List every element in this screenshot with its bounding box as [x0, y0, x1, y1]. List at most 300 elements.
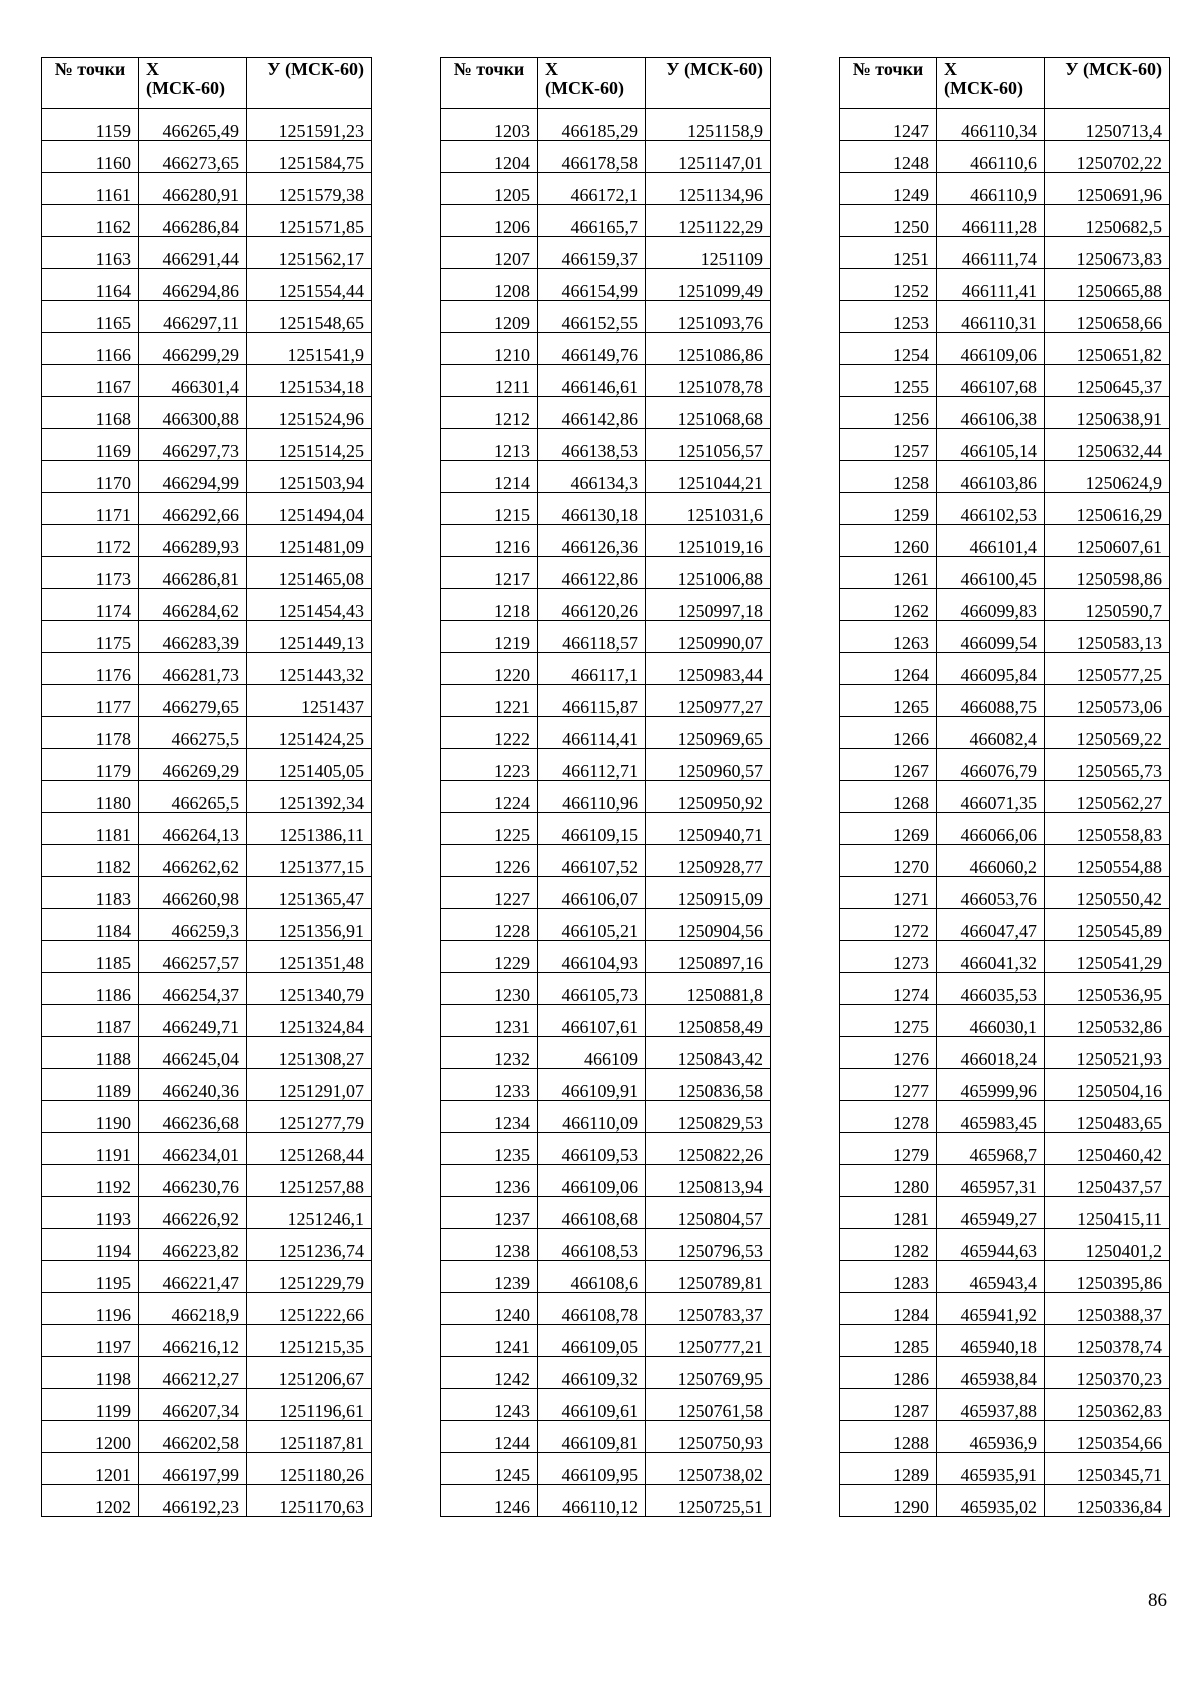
point-number-cell: 1164 — [42, 269, 139, 301]
x-coordinate-cell: 466066,06 — [937, 813, 1045, 845]
point-number-cell: 1256 — [840, 397, 937, 429]
point-number-cell: 1193 — [42, 1197, 139, 1229]
point-number-cell: 1220 — [441, 653, 538, 685]
table-row — [42, 1005, 372, 1037]
x-coordinate-cell: 465937,88 — [937, 1389, 1045, 1421]
x-coordinate-cell: 466297,73 — [139, 429, 247, 461]
table-row — [42, 525, 372, 557]
point-number-cell: 1187 — [42, 1005, 139, 1037]
x-coordinate-cell: 466138,53 — [538, 429, 646, 461]
point-number-cell: 1280 — [840, 1165, 937, 1197]
table-row — [42, 1389, 372, 1421]
y-coordinate-cell: 1250521,93 — [1045, 1037, 1170, 1069]
point-number-cell: 1258 — [840, 461, 937, 493]
point-number-cell: 1248 — [840, 141, 937, 173]
table-row — [42, 1101, 372, 1133]
point-number-cell: 1275 — [840, 1005, 937, 1037]
table-row — [840, 173, 1170, 205]
y-coordinate-cell: 1251093,76 — [646, 301, 771, 333]
table-row — [42, 685, 372, 717]
y-coordinate-cell: 1251222,66 — [247, 1293, 372, 1325]
table-row — [42, 141, 372, 173]
y-coordinate-cell: 1250904,56 — [646, 909, 771, 941]
x-coordinate-cell: 466109,95 — [538, 1453, 646, 1485]
y-coordinate-cell: 1250702,22 — [1045, 141, 1170, 173]
x-coordinate-cell: 466223,82 — [139, 1229, 247, 1261]
point-number-cell: 1191 — [42, 1133, 139, 1165]
point-number-cell: 1222 — [441, 717, 538, 749]
point-number-cell: 1282 — [840, 1229, 937, 1261]
x-coordinate-cell: 466106,38 — [937, 397, 1045, 429]
y-coordinate-cell: 1251591,23 — [247, 109, 372, 141]
point-number-cell: 1272 — [840, 909, 937, 941]
table-row — [840, 1325, 1170, 1357]
point-number-cell: 1184 — [42, 909, 139, 941]
page-number: 86 — [1148, 1590, 1167, 1611]
x-coordinate-cell: 466249,71 — [139, 1005, 247, 1037]
x-coordinate-cell: 466109,81 — [538, 1421, 646, 1453]
table-row — [42, 781, 372, 813]
y-coordinate-cell: 1250725,51 — [646, 1485, 771, 1517]
point-number-cell: 1226 — [441, 845, 538, 877]
y-coordinate-cell: 1250558,83 — [1045, 813, 1170, 845]
table-row — [441, 877, 771, 909]
y-coordinate-cell: 1250370,23 — [1045, 1357, 1170, 1389]
x-coordinate-cell: 466260,98 — [139, 877, 247, 909]
x-coordinate-cell: 466212,27 — [139, 1357, 247, 1389]
y-coordinate-cell: 1251246,1 — [247, 1197, 372, 1229]
x-coordinate-cell: 466301,4 — [139, 365, 247, 397]
x-coordinate-cell: 465968,7 — [937, 1133, 1045, 1165]
table-row — [42, 973, 372, 1005]
y-coordinate-cell: 1250378,74 — [1045, 1325, 1170, 1357]
point-number-cell: 1219 — [441, 621, 538, 653]
point-number-cell: 1260 — [840, 525, 937, 557]
y-coordinate-cell: 1251405,05 — [247, 749, 372, 781]
y-coordinate-cell: 1251187,81 — [247, 1421, 372, 1453]
y-coordinate-cell: 1251562,17 — [247, 237, 372, 269]
point-number-cell: 1225 — [441, 813, 538, 845]
table-row — [42, 845, 372, 877]
y-coordinate-cell: 1251068,68 — [646, 397, 771, 429]
x-coordinate-cell: 466146,61 — [538, 365, 646, 397]
point-number-cell: 1179 — [42, 749, 139, 781]
table-row — [840, 1133, 1170, 1165]
x-coordinate-cell: 466107,52 — [538, 845, 646, 877]
y-coordinate-cell: 1250483,65 — [1045, 1101, 1170, 1133]
table-row — [840, 973, 1170, 1005]
x-coordinate-cell: 466286,84 — [139, 205, 247, 237]
point-number-cell: 1251 — [840, 237, 937, 269]
x-coordinate-cell: 466110,96 — [538, 781, 646, 813]
y-coordinate-cell: 1251134,96 — [646, 173, 771, 205]
table-row — [42, 1197, 372, 1229]
table-row — [840, 781, 1170, 813]
y-coordinate-cell: 1251308,27 — [247, 1037, 372, 1069]
point-number-cell: 1214 — [441, 461, 538, 493]
point-number-cell: 1176 — [42, 653, 139, 685]
table-row — [840, 749, 1170, 781]
table-row — [42, 589, 372, 621]
x-coordinate-cell: 466279,65 — [139, 685, 247, 717]
x-coordinate-cell: 466275,5 — [139, 717, 247, 749]
table-row — [441, 1037, 771, 1069]
table-row — [840, 1421, 1170, 1453]
x-coordinate-cell: 466286,81 — [139, 557, 247, 589]
point-number-cell: 1174 — [42, 589, 139, 621]
y-coordinate-cell: 1251514,25 — [247, 429, 372, 461]
point-number-cell: 1208 — [441, 269, 538, 301]
table-row — [840, 1069, 1170, 1101]
y-coordinate-cell: 1251147,01 — [646, 141, 771, 173]
point-number-cell: 1255 — [840, 365, 937, 397]
point-number-cell: 1239 — [441, 1261, 538, 1293]
y-coordinate-cell: 1250960,57 — [646, 749, 771, 781]
y-coordinate-cell: 1251257,88 — [247, 1165, 372, 1197]
y-coordinate-cell: 1251180,26 — [247, 1453, 372, 1485]
x-coordinate-cell: 466109,91 — [538, 1069, 646, 1101]
point-number-cell: 1245 — [441, 1453, 538, 1485]
y-coordinate-cell: 1250881,8 — [646, 973, 771, 1005]
x-coordinate-cell: 465936,9 — [937, 1421, 1045, 1453]
x-coordinate-cell: 466071,35 — [937, 781, 1045, 813]
point-number-cell: 1165 — [42, 301, 139, 333]
y-coordinate-cell: 1250691,96 — [1045, 173, 1170, 205]
header-point-number: № точки — [42, 58, 139, 109]
table-row — [441, 1005, 771, 1037]
point-number-cell: 1244 — [441, 1421, 538, 1453]
y-coordinate-cell: 1250573,06 — [1045, 685, 1170, 717]
header-point-number: № точки — [441, 58, 538, 109]
x-coordinate-cell: 466126,36 — [538, 525, 646, 557]
table-row — [42, 493, 372, 525]
point-number-cell: 1238 — [441, 1229, 538, 1261]
y-coordinate-cell: 1251386,11 — [247, 813, 372, 845]
x-coordinate-cell: 466130,18 — [538, 493, 646, 525]
table-row — [840, 429, 1170, 461]
x-coordinate-cell: 466273,65 — [139, 141, 247, 173]
point-number-cell: 1196 — [42, 1293, 139, 1325]
table-row — [441, 525, 771, 557]
y-coordinate-cell: 1250532,86 — [1045, 1005, 1170, 1037]
x-coordinate-cell: 465943,4 — [937, 1261, 1045, 1293]
table-row — [441, 365, 771, 397]
y-coordinate-cell: 1250562,27 — [1045, 781, 1170, 813]
x-coordinate-cell: 466109 — [538, 1037, 646, 1069]
table-row — [441, 109, 771, 141]
point-number-cell: 1241 — [441, 1325, 538, 1357]
table-row — [42, 397, 372, 429]
y-coordinate-cell: 1250897,16 — [646, 941, 771, 973]
table-row — [42, 621, 372, 653]
table-row — [840, 269, 1170, 301]
header-x-coordinate: Х (МСК-60) — [139, 58, 247, 109]
y-coordinate-cell: 1250761,58 — [646, 1389, 771, 1421]
point-number-cell: 1178 — [42, 717, 139, 749]
point-number-cell: 1216 — [441, 525, 538, 557]
x-coordinate-cell: 466257,57 — [139, 941, 247, 973]
table-row — [42, 205, 372, 237]
y-coordinate-cell: 1250577,25 — [1045, 653, 1170, 685]
y-coordinate-cell: 1251006,88 — [646, 557, 771, 589]
y-coordinate-cell: 1250804,57 — [646, 1197, 771, 1229]
table-row — [441, 749, 771, 781]
y-coordinate-cell: 1250388,37 — [1045, 1293, 1170, 1325]
point-number-cell: 1237 — [441, 1197, 538, 1229]
table-row — [840, 493, 1170, 525]
y-coordinate-cell: 1250504,16 — [1045, 1069, 1170, 1101]
y-coordinate-cell: 1251481,09 — [247, 525, 372, 557]
x-coordinate-cell: 466115,87 — [538, 685, 646, 717]
x-coordinate-cell: 466103,86 — [937, 461, 1045, 493]
y-coordinate-cell: 1250997,18 — [646, 589, 771, 621]
y-coordinate-cell: 1251424,25 — [247, 717, 372, 749]
table-row — [441, 1165, 771, 1197]
y-coordinate-cell: 1250565,73 — [1045, 749, 1170, 781]
table-row — [42, 1133, 372, 1165]
x-coordinate-cell: 466035,53 — [937, 973, 1045, 1005]
table-row — [441, 685, 771, 717]
point-number-cell: 1254 — [840, 333, 937, 365]
y-coordinate-cell: 1251437 — [247, 685, 372, 717]
point-number-cell: 1183 — [42, 877, 139, 909]
table-row — [441, 301, 771, 333]
y-coordinate-cell: 1250665,88 — [1045, 269, 1170, 301]
point-number-cell: 1243 — [441, 1389, 538, 1421]
x-coordinate-cell: 466110,9 — [937, 173, 1045, 205]
y-coordinate-cell: 1251503,94 — [247, 461, 372, 493]
point-number-cell: 1253 — [840, 301, 937, 333]
x-coordinate-cell: 466095,84 — [937, 653, 1045, 685]
y-coordinate-cell: 1250651,82 — [1045, 333, 1170, 365]
point-number-cell: 1212 — [441, 397, 538, 429]
point-number-cell: 1257 — [840, 429, 937, 461]
y-coordinate-cell: 1250682,5 — [1045, 205, 1170, 237]
table-row — [441, 1197, 771, 1229]
table-row — [840, 205, 1170, 237]
x-coordinate-cell: 466259,3 — [139, 909, 247, 941]
y-coordinate-cell: 1250354,66 — [1045, 1421, 1170, 1453]
table-row — [840, 1357, 1170, 1389]
x-coordinate-cell: 466230,76 — [139, 1165, 247, 1197]
point-number-cell: 1188 — [42, 1037, 139, 1069]
table-row — [441, 813, 771, 845]
table-row — [441, 429, 771, 461]
table-row — [42, 557, 372, 589]
y-coordinate-cell: 1250401,2 — [1045, 1229, 1170, 1261]
point-number-cell: 1232 — [441, 1037, 538, 1069]
point-number-cell: 1235 — [441, 1133, 538, 1165]
y-coordinate-cell: 1250750,93 — [646, 1421, 771, 1453]
x-coordinate-cell: 466108,53 — [538, 1229, 646, 1261]
x-coordinate-cell: 466109,06 — [937, 333, 1045, 365]
point-number-cell: 1287 — [840, 1389, 937, 1421]
x-coordinate-cell: 466265,49 — [139, 109, 247, 141]
y-coordinate-cell: 1250796,53 — [646, 1229, 771, 1261]
y-coordinate-cell: 1251277,79 — [247, 1101, 372, 1133]
y-coordinate-cell: 1250977,27 — [646, 685, 771, 717]
table-row — [42, 1165, 372, 1197]
point-number-cell: 1266 — [840, 717, 937, 749]
point-number-cell: 1281 — [840, 1197, 937, 1229]
table-row — [441, 1325, 771, 1357]
table-row — [840, 1165, 1170, 1197]
x-coordinate-cell: 466082,4 — [937, 717, 1045, 749]
y-coordinate-cell: 1251365,47 — [247, 877, 372, 909]
x-coordinate-cell: 466294,86 — [139, 269, 247, 301]
table-row — [42, 301, 372, 333]
y-coordinate-cell: 1250673,83 — [1045, 237, 1170, 269]
point-number-cell: 1273 — [840, 941, 937, 973]
point-number-cell: 1211 — [441, 365, 538, 397]
x-coordinate-cell: 466236,68 — [139, 1101, 247, 1133]
table-row — [840, 877, 1170, 909]
table-row — [840, 333, 1170, 365]
point-number-cell: 1168 — [42, 397, 139, 429]
y-coordinate-cell: 1250460,42 — [1045, 1133, 1170, 1165]
y-coordinate-cell: 1251229,79 — [247, 1261, 372, 1293]
y-coordinate-cell: 1251291,07 — [247, 1069, 372, 1101]
table-row — [42, 1261, 372, 1293]
point-number-cell: 1194 — [42, 1229, 139, 1261]
point-number-cell: 1169 — [42, 429, 139, 461]
point-number-cell: 1163 — [42, 237, 139, 269]
y-coordinate-cell: 1250583,13 — [1045, 621, 1170, 653]
point-number-cell: 1230 — [441, 973, 538, 1005]
x-coordinate-cell: 466041,32 — [937, 941, 1045, 973]
y-coordinate-cell: 1250345,71 — [1045, 1453, 1170, 1485]
point-number-cell: 1186 — [42, 973, 139, 1005]
x-coordinate-cell: 466110,09 — [538, 1101, 646, 1133]
table-row — [441, 973, 771, 1005]
y-coordinate-cell: 1251019,16 — [646, 525, 771, 557]
point-number-cell: 1189 — [42, 1069, 139, 1101]
x-coordinate-cell: 466105,14 — [937, 429, 1045, 461]
y-coordinate-cell: 1250362,83 — [1045, 1389, 1170, 1421]
table-row — [42, 909, 372, 941]
table-row — [840, 941, 1170, 973]
x-coordinate-cell: 466110,34 — [937, 109, 1045, 141]
y-coordinate-cell: 1250783,37 — [646, 1293, 771, 1325]
y-coordinate-cell: 1251158,9 — [646, 109, 771, 141]
y-coordinate-cell: 1250554,88 — [1045, 845, 1170, 877]
point-number-cell: 1274 — [840, 973, 937, 1005]
x-coordinate-cell: 466106,07 — [538, 877, 646, 909]
table-row — [441, 557, 771, 589]
table-row — [42, 269, 372, 301]
table-row — [42, 365, 372, 397]
table-row — [441, 1453, 771, 1485]
point-number-cell: 1246 — [441, 1485, 538, 1517]
x-coordinate-cell: 466105,73 — [538, 973, 646, 1005]
y-coordinate-cell: 1250829,53 — [646, 1101, 771, 1133]
point-number-cell: 1276 — [840, 1037, 937, 1069]
point-number-cell: 1197 — [42, 1325, 139, 1357]
x-coordinate-cell: 466110,12 — [538, 1485, 646, 1517]
point-number-cell: 1166 — [42, 333, 139, 365]
table-row — [441, 1069, 771, 1101]
x-coordinate-cell: 466197,99 — [139, 1453, 247, 1485]
x-coordinate-cell: 466120,26 — [538, 589, 646, 621]
header-x-coordinate: Х (МСК-60) — [538, 58, 646, 109]
y-coordinate-cell: 1250813,94 — [646, 1165, 771, 1197]
x-coordinate-cell: 466297,11 — [139, 301, 247, 333]
table-row — [42, 877, 372, 909]
coordinates-table-2 — [440, 57, 771, 1517]
table-row — [42, 237, 372, 269]
y-coordinate-cell: 1250550,42 — [1045, 877, 1170, 909]
point-number-cell: 1177 — [42, 685, 139, 717]
table-row — [42, 1293, 372, 1325]
x-coordinate-cell: 466165,7 — [538, 205, 646, 237]
x-coordinate-cell: 466107,61 — [538, 1005, 646, 1037]
y-coordinate-cell: 1250983,44 — [646, 653, 771, 685]
table-row — [441, 1101, 771, 1133]
table-row — [840, 1293, 1170, 1325]
table-row — [42, 1325, 372, 1357]
y-coordinate-cell: 1251554,44 — [247, 269, 372, 301]
table-row — [42, 749, 372, 781]
x-coordinate-cell: 465941,92 — [937, 1293, 1045, 1325]
table-row — [441, 717, 771, 749]
x-coordinate-cell: 466289,93 — [139, 525, 247, 557]
x-coordinate-cell: 466280,91 — [139, 173, 247, 205]
x-coordinate-cell: 466109,15 — [538, 813, 646, 845]
table-row — [840, 813, 1170, 845]
y-coordinate-cell: 1250607,61 — [1045, 525, 1170, 557]
x-coordinate-cell: 465935,91 — [937, 1453, 1045, 1485]
table-row — [840, 845, 1170, 877]
x-coordinate-cell: 466149,76 — [538, 333, 646, 365]
table-row — [840, 1229, 1170, 1261]
point-number-cell: 1285 — [840, 1325, 937, 1357]
point-number-cell: 1284 — [840, 1293, 937, 1325]
table-row — [441, 1357, 771, 1389]
y-coordinate-cell: 1251056,57 — [646, 429, 771, 461]
point-number-cell: 1288 — [840, 1421, 937, 1453]
table-row — [441, 845, 771, 877]
point-number-cell: 1289 — [840, 1453, 937, 1485]
table-row — [441, 493, 771, 525]
point-number-cell: 1250 — [840, 205, 937, 237]
y-coordinate-cell: 1251206,67 — [247, 1357, 372, 1389]
table-row — [42, 1453, 372, 1485]
x-coordinate-cell: 466192,23 — [139, 1485, 247, 1517]
x-coordinate-cell: 466111,28 — [937, 205, 1045, 237]
table-row — [441, 1485, 771, 1517]
table-row — [840, 397, 1170, 429]
point-number-cell: 1229 — [441, 941, 538, 973]
point-number-cell: 1206 — [441, 205, 538, 237]
x-coordinate-cell: 466234,01 — [139, 1133, 247, 1165]
x-coordinate-cell: 466108,68 — [538, 1197, 646, 1229]
x-coordinate-cell: 466154,99 — [538, 269, 646, 301]
x-coordinate-cell: 466109,06 — [538, 1165, 646, 1197]
y-coordinate-cell: 1250777,21 — [646, 1325, 771, 1357]
y-coordinate-cell: 1250590,7 — [1045, 589, 1170, 621]
x-coordinate-cell: 466152,55 — [538, 301, 646, 333]
y-coordinate-cell: 1250789,81 — [646, 1261, 771, 1293]
x-coordinate-cell: 466207,34 — [139, 1389, 247, 1421]
y-coordinate-cell: 1250624,9 — [1045, 461, 1170, 493]
y-coordinate-cell: 1250836,58 — [646, 1069, 771, 1101]
table-row — [840, 589, 1170, 621]
point-number-cell: 1207 — [441, 237, 538, 269]
x-coordinate-cell: 466102,53 — [937, 493, 1045, 525]
y-coordinate-cell: 1250822,26 — [646, 1133, 771, 1165]
header-y-coordinate: У (МСК-60) — [646, 58, 771, 109]
table-row — [840, 1485, 1170, 1517]
